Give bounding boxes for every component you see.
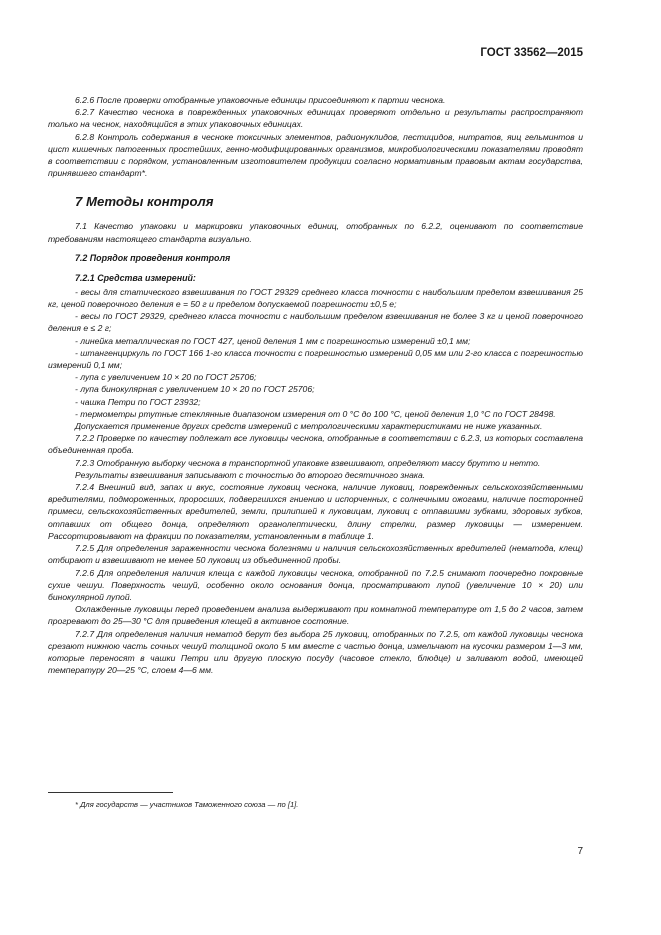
instrument-item: - чашка Петри по ГОСТ 23932;	[75, 396, 201, 407]
instrument-item: - штангенциркуль по ГОСТ 166 1-го класса точности с погрешностью измерений 0,05 мм или 2-го класса с погрешностью измерений 0,1 мм;	[48, 347, 583, 371]
section-7-2-1-title: 7.2.1 Средства измерений:	[75, 272, 196, 283]
document-body	[48, 94, 583, 676]
page-number: 7	[577, 846, 583, 857]
paragraph-chilled-bulbs: Охлажденные луковицы перед проведением анализа выдерживают при комнатной температуре от 1,5 до 2 часов, затем прогревают до 25—30 °С для приведения клещей в активное состояние.	[48, 604, 583, 627]
paragraph-7-2-7: 7.2.7 Для определения наличия нематод берут без выбора 25 луковиц, отобранных по 7.2.5, от каждой луковицы чеснока срезают нижнюю часть сочных чешуй толщиной около 5 мм вместе с частью донца, измельчают на кусочки размером 1—3 мм, которые переносят в чашки Петри или другую плоскую посуду (часовое стекло, блюдце) и заливают водой, имеющей температуру 20—25 °С, слоем 4—6 мм.	[48, 628, 583, 676]
paragraph-instruments-note: Допускается применение других средств измерений с метрологическими характеристиками не ниже указанных.	[75, 421, 543, 432]
paragraph-7-2-4: 7.2.4 Внешний вид, запах и вкус, состояние луковиц чеснока, наличие луковиц, поврежденных сельскохозяйственными вредителями, подмороженных, проросших, подвергшихся гниению и испорченных, с солнечными ожогами, наличие посторонней примеси, сельскохозяйственных вредителей, земли, прилипшей к луковицам, луковиц с отпавшими зубками, здоровых зубков, отпавших от общего донца, определяют органолептически, длину стрелки, размер луковицы — измерением. Рассортировывают на фракции по показателям, установленным в таблице 1.	[48, 482, 583, 541]
section-7-2-title: 7.2 Порядок проведения контроля	[75, 252, 231, 263]
instrument-item: - весы для статического взвешивания по ГОСТ 29329 среднего класса точности с наибольшим пределом взвешивания 25 кг, ценой поверочного деления е = 50 г и пределом допускаемой погрешности ±0,5 е;	[48, 286, 583, 310]
standard-header: ГОСТ 33562—2015	[480, 47, 583, 59]
instrument-item: - весы по ГОСТ 29329, среднего класса точности с наибольшим пределом взвешивания не более 3 кг и ценой поверочного деления е ≤ 2 г;	[48, 311, 583, 334]
instrument-item: - линейка металлическая по ГОСТ 427, ценой деления 1 мм с погрешностью измерений ±0,1 мм;	[75, 335, 471, 346]
paragraph-6-2-8: 6.2.8 Контроль содержания в чесноке токсичных элементов, радионуклидов, пестицидов, нитратов, яиц гельминтов и цист кишечных патогенных простейших, генно-модифицированных организмов, микробиологическими показателями проводят в соответствии с порядком, установленным изготовителем продукции согласно нормативным правовым актам государства, принявшего стандарт*.	[48, 131, 583, 179]
footnote: * Для государств — участников Таможенного союза — по [1].	[75, 800, 299, 809]
paragraph-7-1: 7.1 Качество упаковки и маркировки упаковочных единиц, отобранных по 6.2.2, оценивают по соответствие требованиям настоящего стандарта визуально.	[48, 221, 583, 244]
instrument-item: - термометры ртутные стеклянные диапазоном измерения от 0 °С до 100 °С, ценой деления 1,0 °С по ГОСТ 28498.	[75, 408, 556, 419]
paragraph-7-2-2: 7.2.2 Проверке по качеству подлежат все луковицы чеснока, отобранные в соответствии с 6.2.3, из которых составлена объединенная проба.	[48, 433, 583, 456]
instrument-item: - лупа с увеличением 10 × 20 по ГОСТ 25706;	[75, 372, 257, 383]
footnote-divider	[48, 792, 173, 793]
instrument-item: - лупа бинокулярная с увеличением 10 × 20 по ГОСТ 25706;	[75, 384, 315, 395]
paragraph-6-2-6: 6.2.6 После проверки отобранные упаковочные единицы присоединяют к партии чеснока.	[75, 95, 446, 105]
section-7-title: 7 Методы контроля	[75, 194, 214, 210]
paragraph-7-2-6: 7.2.6 Для определения наличия клеща с каждой луковицы чеснока, отобранной по 7.2.5 снимают поочередно покровные сухие чешуи. Поверхность чешуй, особенно около основания донца, просматривают лупой (увеличение 10 × 20) или бинокулярной лупой.	[48, 567, 583, 602]
paragraph-weighing-results: Результаты взвешивания записывают с точностью до второго десятичного знака.	[75, 469, 426, 480]
paragraph-6-2-7: 6.2.7 Качество чеснока в поврежденных упаковочных единицах проверяют отдельно и результаты распространяют только на чеснок, находящийся в этих упаковочных единицах.	[48, 107, 583, 130]
paragraph-7-2-5: 7.2.5 Для определения зараженности чеснока болезнями и наличия сельскохозяйственных вредителей (нематода, клещ) отбирают и взвешивают не менее 50 луковиц из объединенной пробы.	[48, 543, 583, 566]
paragraph-7-2-3: 7.2.3 Отобранную выборку чеснока в транспортной упаковке взвешивают, определяют массу брутто и нетто.	[75, 457, 541, 468]
